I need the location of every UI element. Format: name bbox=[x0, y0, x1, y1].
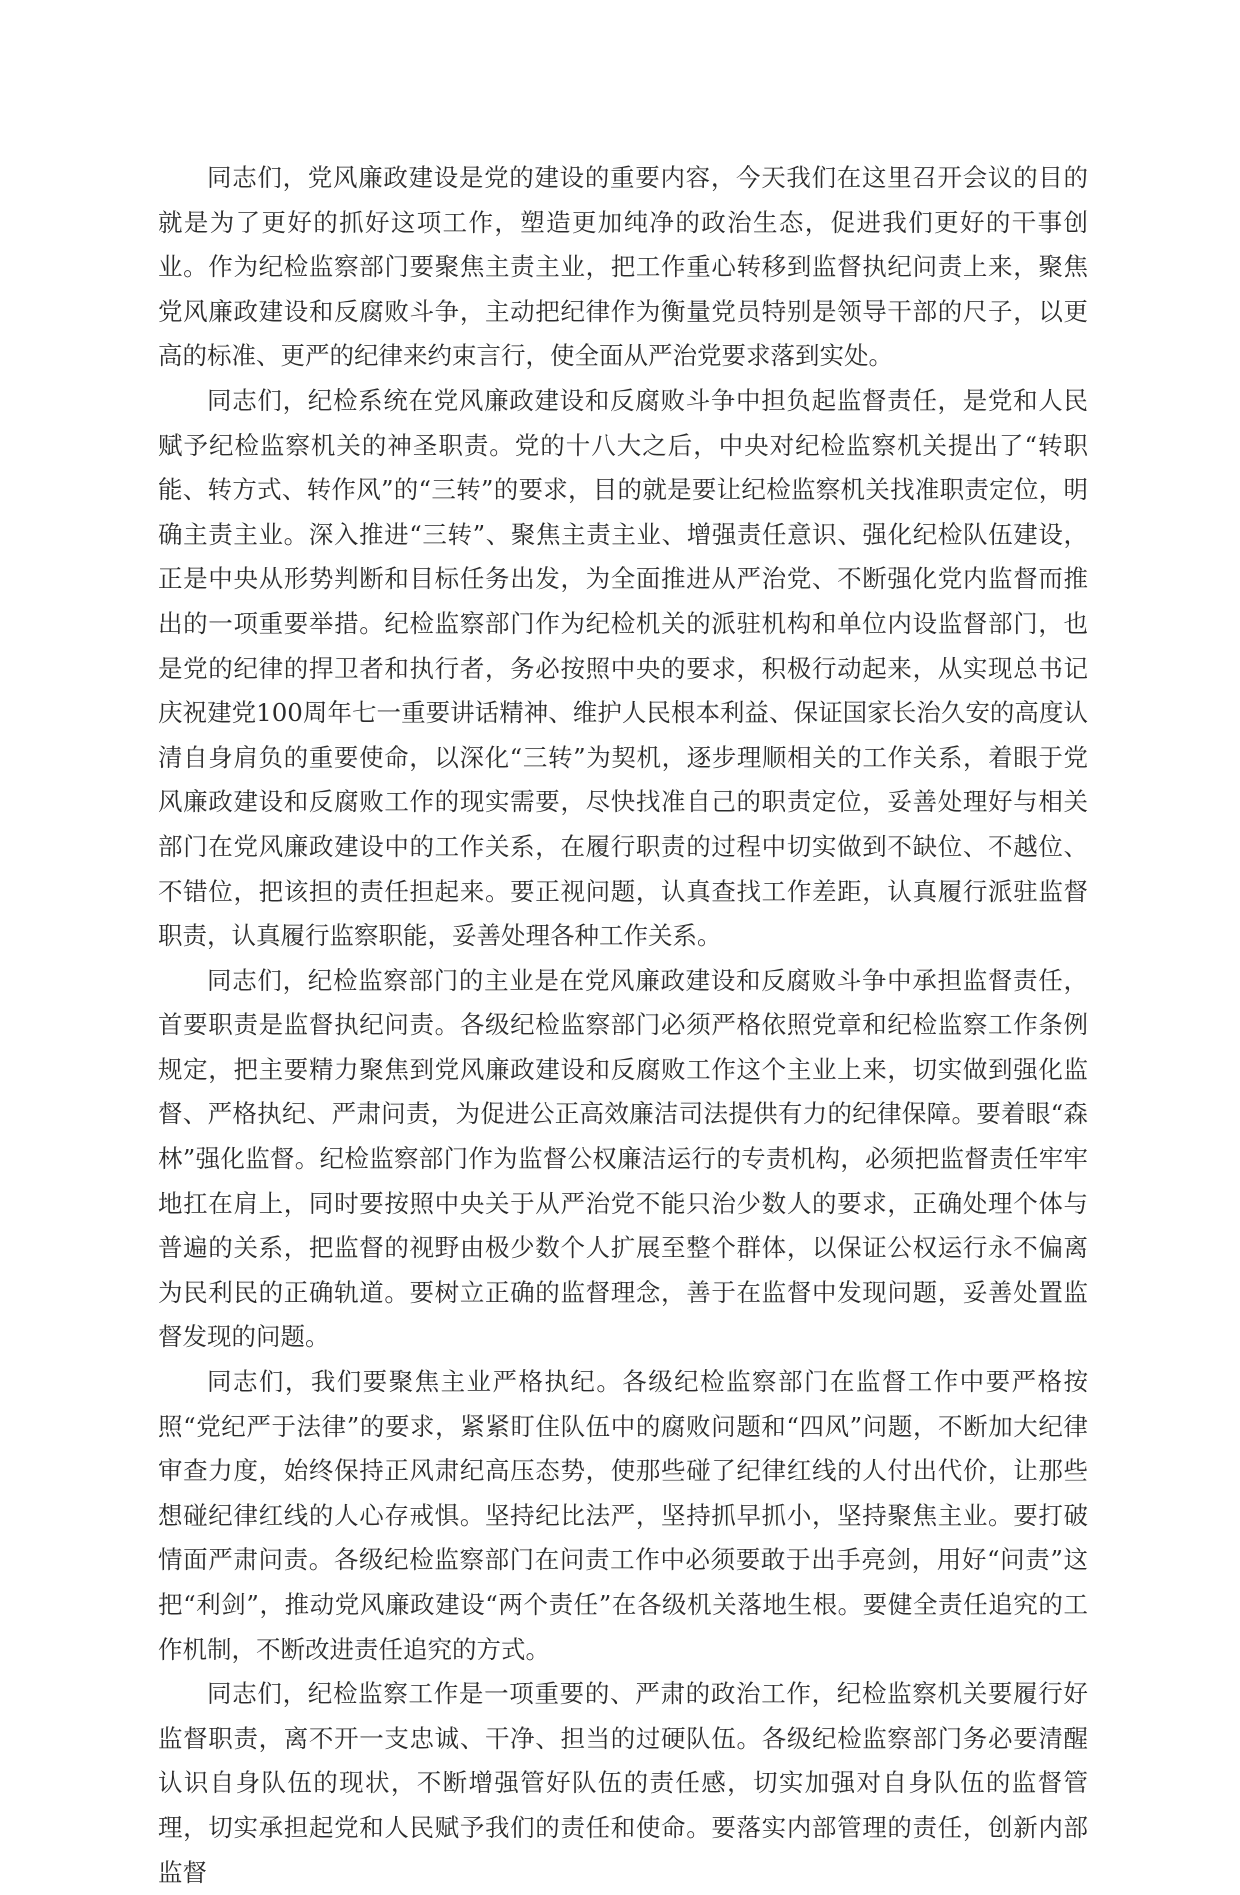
paragraph-3: 同志们，纪检监察部门的主业是在党风廉政建设和反腐败斗争中承担监督责任，首要职责是监督执纪问责。各级纪检监察部门必须严格依照党章和纪检监察工作条例规定，把主要精力聚焦到党风廉政建设和反腐败工作这个主业上来，切实做到强化监督、严格执纪、严肃问责，为促进公正高效廉洁司法提供有力的纪律保障。要着眼“森林”强化监督。纪检监察部门作为监督公权廉洁运行的专责机构，必须把监督责任牢牢地扛在肩上，同时要按照中央关于从严治党不能只治少数人的要求，正确处理个体与普遍的关系，把监督的视野由极少数个人扩展至整个群体，以保证公权运行永不偏离为民利民的正确轨道。要树立正确的监督理念，善于在监督中发现问题，妥善处置监督发现的问题。 bbox=[158, 965, 1088, 1352]
document-body bbox=[158, 156, 1088, 1895]
paragraph-1: 同志们，党风廉政建设是党的建设的重要内容，今天我们在这里召开会议的目的就是为了更好的抓好这项工作，塑造更加纯净的政治生态，促进我们更好的干事创业。作为纪检监察部门要聚焦主责主业，把工作重心转移到监督执纪问责上来，聚焦党风廉政建设和反腐败斗争，主动把纪律作为衡量党员特别是领导干部的尺子，以更高的标准、更严的纪律来约束言行，使全面从严治党要求落到实处。 bbox=[158, 163, 1088, 371]
paragraph-5: 同志们，纪检监察工作是一项重要的、严肃的政治工作，纪检监察机关要履行好监督职责，离不开一支忠诚、干净、担当的过硬队伍。各级纪检监察部门务必要清醒认识自身队伍的现状，不断增强管好队伍的责任感，切实加强对自身队伍的监督管理，切实承担起党和人民赋予我们的责任和使命。要落实内部管理的责任，创新内部监督 bbox=[158, 1679, 1088, 1887]
paragraph-4: 同志们，我们要聚焦主业严格执纪。各级纪检监察部门在监督工作中要严格按照“党纪严于法律”的要求，紧紧盯住队伍中的腐败问题和“四风”问题，不断加大纪律审查力度，始终保持正风肃纪高压态势，使那些碰了纪律红线的人付出代价，让那些想碰纪律红线的人心存戒惧。坚持纪比法严，坚持抓早抓小，坚持聚焦主业。要打破情面严肃问责。各级纪检监察部门在问责工作中必须要敢于出手亮剑，用好“问责”这把“利剑”，推动党风廉政建设“两个责任”在各级机关落地生根。要健全责任追究的工作机制，不断改进责任追究的方式。 bbox=[158, 1367, 1088, 1664]
paragraph-2: 同志们，纪检系统在党风廉政建设和反腐败斗争中担负起监督责任，是党和人民赋予纪检监察机关的神圣职责。党的十八大之后，中央对纪检监察机关提出了“转职能、转方式、转作风”的“三转”的要求，目的就是要让纪检监察机关找准职责定位，明确主责主业。深入推进“三转”、聚焦主责主业、增强责任意识、强化纪检队伍建设，正是中央从形势判断和目标任务出发，为全面推进从严治党、不断强化党内监督而推出的一项重要举措。纪检监察部门作为纪检机关的派驻机构和单位内设监督部门，也是党的纪律的捍卫者和执行者，务必按照中央的要求，积极行动起来，从实现总书记庆祝建党100周年七一重要讲话精神、维护人民根本利益、保证国家长治久安的高度认清自身肩负的重要使命，以深化“三转”为契机，逐步理顺相关的工作关系，着眼于党风廉政建设和反腐败工作的现实需要，尽快找准自己的职责定位，妥善处理好与相关部门在党风廉政建设中的工作关系，在履行职责的过程中切实做到不缺位、不越位、不错位，把该担的责任担起来。要正视问题，认真查找工作差距，认真履行派驻监督职责，认真履行监察职能，妥善处理各种工作关系。 bbox=[158, 385, 1088, 951]
